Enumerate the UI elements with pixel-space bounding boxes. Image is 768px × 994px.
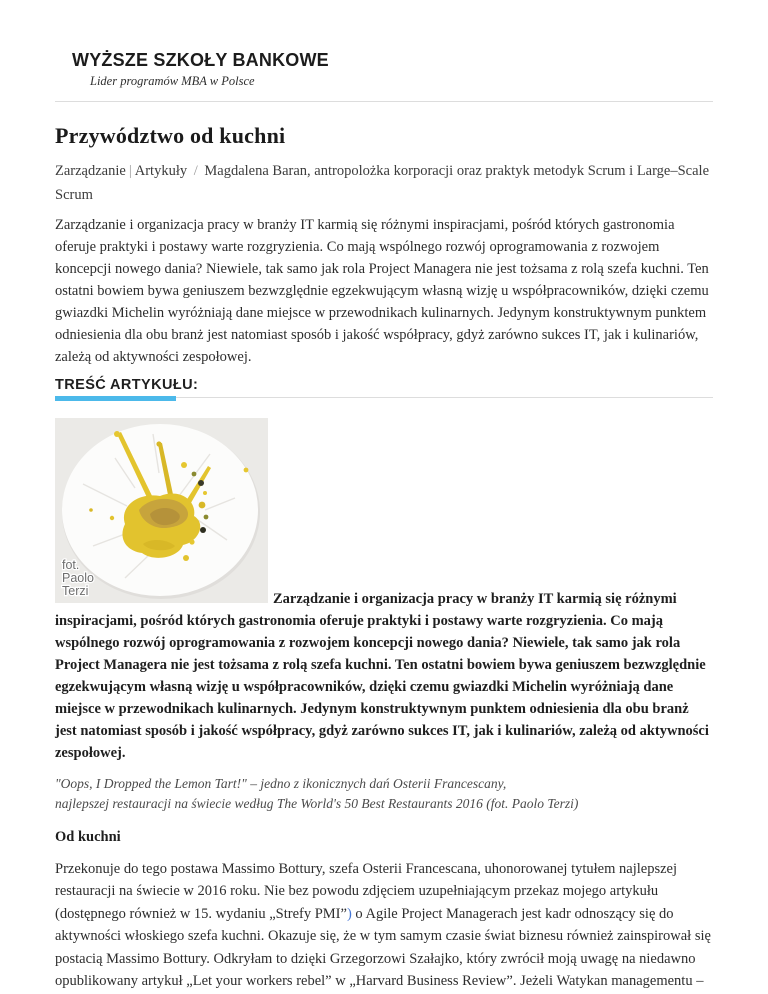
site-logo[interactable] xyxy=(72,50,329,89)
intro-bold-paragraph xyxy=(55,418,713,764)
lead-paragraph: Zarządzanie i organizacja pracy w branży IT karmią się różnymi inspiracjami, pośród których gastronomia oferuje praktyki i postawy warte rozgryzienia. Co mają wspólnego rozwój oprogramowania z rozwojem koncepcji nowego dania? Niewiele, tak samo jak rola Project Managera nie jest tożsama z rolą szefa kuchni. Ten ostatni bowiem bywa geniuszem bezwzględnie egzekwującym własną wizję u współpracowników, dzięki czemu gwiazdki Michelin wyróżniają dane miejsce w przewodnikach kulinarnych. Jedynym konstruktywnym punktem odniesienia dla obu branż jest natomiast sposób i jakość współpracy, gdyż zarówno sukces IT, jak i kulinariów, zależą od aktywności zespołowej. xyxy=(55,216,709,365)
photo-caption xyxy=(55,774,713,814)
page-title: Przywództwo od kuchni xyxy=(55,122,286,148)
strefa-pmi-link[interactable]: ) xyxy=(346,905,352,922)
body-paragraph xyxy=(55,858,713,992)
toc-divider-line xyxy=(176,397,713,398)
breadcrumb-author: Magdalena Baran, antropolożka korporacji oraz praktyk metodyk Scrum i Large–Scale Scrum xyxy=(55,162,710,203)
body-text-part1: Przekonuje do tego postawa Massimo Bottury, szefa Osterii Francescana, uhonorowanej tytułem najlepszej restauracji na świecie w 2016 roku. Nie bez powodu zdjęciem uzupełniającym przekaz mojego artykułu (dostępnego również w 15. wydaniu „Strefy PMI” xyxy=(55,860,677,922)
toc-accent-bar xyxy=(55,396,176,401)
toc-block xyxy=(55,377,713,402)
breadcrumb-section[interactable]: Artykuły xyxy=(134,162,188,179)
toc-heading: TREŚĆ ARTYKUŁU: xyxy=(55,376,199,393)
logo-subtitle: Lider programów MBA w Polsce xyxy=(90,73,255,88)
breadcrumb xyxy=(55,159,713,207)
header-divider xyxy=(55,101,713,102)
site-header xyxy=(55,50,713,102)
photo-credit-line2: Paolo xyxy=(62,570,94,585)
lemon-tart-photo xyxy=(55,418,268,603)
toc-rule xyxy=(55,396,713,402)
logo-title: WYŻSZE SZKOŁY BANKOWE xyxy=(72,50,329,70)
photo-credit-line3: Terzi xyxy=(62,583,89,598)
photo-credit-line1: fot. xyxy=(62,557,80,572)
article-main xyxy=(55,123,713,993)
breadcrumb-category[interactable]: Zarządzanie xyxy=(55,162,126,179)
breadcrumb-separator-pipe: | xyxy=(128,162,132,179)
photo-caption-line1: "Oops, I Dropped the Lemon Tart!" – jedno z ikonicznych dań Osterii Francescany, xyxy=(55,775,507,791)
breadcrumb-separator-slash: / xyxy=(193,162,198,179)
body-text-part2: o Agile Project Managerach jest kadr odnoszący się do aktywności włoskiego szefa kuchni. Okazuje się, że w tym samym czasie świat biznesu również zainspirował się postacią Massimo Bottury. Odkryłam to dzięki Grzegorzowi Szałajko, który zwrócił moją uwagę na niedawno opublikowany artykuł „Let your workers rebel” w „Harvard Business Review”. Jeżeli Watykan managementu – xyxy=(55,905,711,990)
intro-bold-text: Zarządzanie i organizacja pracy w branży IT karmią się różnymi inspiracjami, pośród których gastronomia oferuje praktyki i postawy warte rozgryzienia. Co mają wspólnego rozwój oprogramowania z rozwojem koncepcji nowego dania? Niewiele, tak samo jak rola Project Managera nie jest tożsama z rolą szefa kuchni. Ten ostatni bowiem bywa geniuszem bezwzględnie egzekwującym własną wizję u współpracowników, dzięki czemu gwiazdki Michelin wyróżniają dane miejsce w przewodnikach kulinarnych. Jedynym konstruktywnym punktem odniesienia dla obu branż jest natomiast sposób i jakość współpracy, gdyż zarówno sukces IT, jak i kulinariów, zależą od aktywności zespołowej. xyxy=(55,590,709,761)
photo-caption-line2: najlepszej restauracji na świecie według The World's 50 Best Restaurants 2016 (fot. Paolo Terzi) xyxy=(55,795,579,811)
section-subheading: Od kuchni xyxy=(55,828,121,845)
